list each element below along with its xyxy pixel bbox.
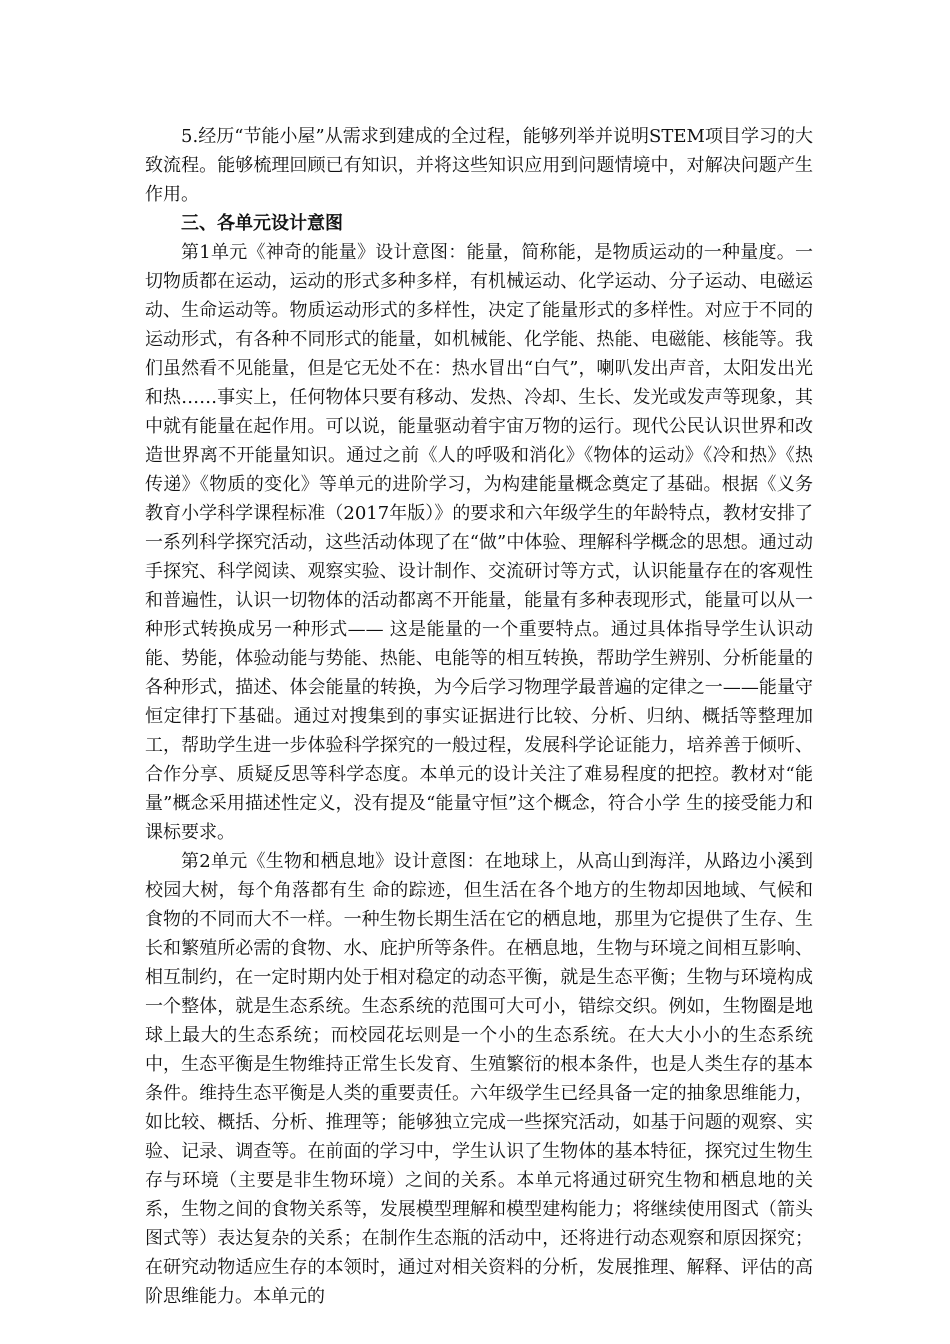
- document-page: [145, 122, 813, 1311]
- paragraph-unit-2-design: 第2单元《生物和栖息地》设计意图：在地球上，从高山到海洋，从路边小溪到校园大树，每个角落都有生 命的踪迹，但生活在各个地方的生物却因地域、气候和食物的不同而大不一样。一种生物长期生活在它的栖息地，那里为它提供了生存、生长和繁殖所必需的食物、水、庇护所等条件。在栖息地，生物与环境之间相互影响、相互制约，在一定时期内处于相对稳定的动态平衡，就是生态平衡；生物与环境构成一个整体，就是生态系统。生态系统的范围可大可小，错综交织。例如，生物圈是地球上最大的生态系统；而校园花坛则是一个小的生态系统。在大大小小的生态系统中，生态平衡是生物维持正常生长发育、生殖繁衍的根本条件，也是人类生存的基本条件。维持生态平衡是人类的重要责任。六年级学生已经具备一定的抽象思维能力，如比较、概括、分析、推理等；能够独立完成一些探究活动，如基于问题的观察、实验、记录、调查等。在前面的学习中，学生认识了生物体的基本特征，探究过生物生存与环境（主要是非生物环境）之间的关系。本单元将通过研究生物和栖息地的关系，生物之间的食物关系等，发展模型理解和模型建构能力；将继续使用图式（箭头图式等）表达复杂的关系；在制作生态瓶的活动中，还将进行动态观察和原因探究；在研究动物适应生存的本领时，通过对相关资料的分析，发展推理、解释、评估的高阶思维能力。本单元的: [145, 851, 813, 1307]
- section-heading-unit-design: 三、各单元设计意图: [181, 213, 343, 234]
- paragraph-unit-1-design: 第1单元《神奇的能量》设计意图：能量，简称能，是物质运动的一种量度。一切物质都在运动，运动的形式多种多样，有机械运动、化学运动、分子运动、电磁运动、生命运动等。物质运动形式的多样性，决定了能量形式的多样性。对应于不同的运动形式，有各种不同形式的能量，如机械能、化学能、热能、电磁能、核能等。我们虽然看不见能量，但是它无处不在：热水冒出“白气”，喇叭发出声音，太阳发出光和热……事实上，任何物体只要有移动、发热、冷却、生长、发光或发声等现象，其中就有能量在起作用。可以说，能量驱动着宇宙万物的运行。现代公民认识世界和改造世界离不开能量知识。通过之前《人的呼吸和消化》《物体的运动》《冷和热》《热传递》《物质的变化》等单元的进阶学习，为构建能量概念奠定了基础。根据《义务教育小学科学课程标准（2017年版）》的要求和六年级学生的年龄特点，教材安排了一系列科学探究活动，这些活动体现了在“做”中体验、理解科学概念的思想。通过动手探究、科学阅读、观察实验、设计制作、交流研讨等方式，认识能量存在的客观性和普遍性，认识一切物体的活动都离不开能量，能量有多种表现形式，能量可以从一种形式转换成另一种形式—— 这是能量的一个重要特点。通过具体指导学生认识动能、势能，体验动能与势能、热能、电能等的相互转换，帮助学生辨别、分析能量的各种形式，描述、体会能量的转换，为今后学习物理学最普遍的定律之一——能量守恒定律打下基础。通过对搜集到的事实证据进行比较、分析、归纳、概括等整理加工，帮助学生进一步体验科学探究的一般过程，发展科学论证能力，培养善于倾听、合作分享、质疑反思等科学态度。本单元的设计关注了难易程度的把控。教材对“能量”概念采用描述性定义，没有提及“能量守恒”这个概念，符合小学 生的接受能力和课标要求。: [145, 242, 813, 843]
- paragraph-item-5: 5.经历“节能小屋”从需求到建成的全过程，能够列举并说明STEM项目学习的大致流程。能够梳理回顾已有知识，并将这些知识应用到问题情境中，对解决问题产生作用。: [145, 126, 813, 205]
